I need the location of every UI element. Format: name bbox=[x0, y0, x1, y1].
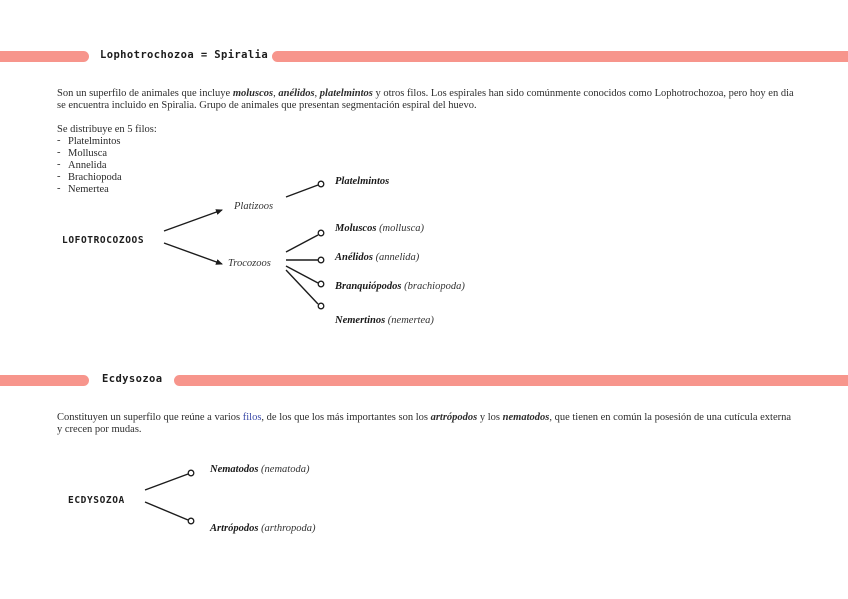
node-dot-moluscos bbox=[318, 230, 324, 236]
text-run: y otros filos. Los espirales han sido comúnmente conocidos como Lophotrochozoa, pero hoy en dia se encuentra incluido en Spiralia. Grupo de animales que presentan segmentación espiral del huevo. bbox=[57, 88, 794, 111]
text-run: , bbox=[273, 88, 279, 99]
edge-platizoos-platelmintos bbox=[286, 185, 318, 197]
node-dot-branquiopodos bbox=[318, 281, 324, 287]
node-trocozoos: Trocozoos bbox=[228, 258, 271, 269]
emphasis-term: platelmintos bbox=[319, 88, 373, 99]
distribution-label: Se distribuye en 5 filos: bbox=[57, 124, 157, 135]
section1-title: Lophotrochozoa = Spiralia bbox=[100, 49, 269, 61]
leaf-anelidos: Anélidos (annelida) bbox=[335, 252, 420, 263]
leaf-moluscos: Moluscos (mollusca) bbox=[335, 223, 424, 234]
filo-item: - Nemertea bbox=[57, 184, 122, 196]
section2-bar-left bbox=[0, 375, 89, 386]
emphasis-term: nematodos bbox=[502, 412, 550, 423]
emphasis-term: moluscos bbox=[232, 88, 274, 99]
edge-root-trocozoos bbox=[164, 243, 222, 264]
section2-title: Ecdysozoa bbox=[102, 373, 163, 385]
node-dot-nemertinos bbox=[318, 303, 324, 309]
node-dot-anelidos bbox=[318, 257, 324, 263]
leaf-branquiopodos: Branquiópodos (brachiopoda) bbox=[335, 281, 465, 292]
filo-item: - Annelida bbox=[57, 160, 122, 172]
node-dot-artropodos bbox=[188, 518, 194, 524]
leaf-artropodos: Artrópodos (arthropoda) bbox=[210, 523, 316, 534]
leaf-platelmintos: Platelmintos bbox=[335, 176, 390, 187]
node-dot-platelmintos bbox=[318, 181, 324, 187]
emphasis-term: anélidos bbox=[278, 88, 315, 99]
edge-ecdysozoa-nematodos bbox=[145, 474, 188, 490]
edge-root-platizoos bbox=[164, 210, 222, 231]
filos-link[interactable]: filos bbox=[242, 412, 262, 423]
tree-root-lofotrocozoos: LOFOTROCOZOOS bbox=[62, 235, 145, 246]
filo-item: - Brachiopoda bbox=[57, 172, 122, 184]
leaf-nematodos: Nematodos (nematoda) bbox=[210, 464, 310, 475]
tree-root-ecdysozoa: ECDYSOZOA bbox=[68, 495, 125, 506]
filo-item: - Mollusca bbox=[57, 148, 122, 160]
text-run: , que tienen en común la posesión de una cutícula externa y crecen por mudas. bbox=[57, 412, 792, 435]
text-run: , bbox=[314, 88, 320, 99]
node-platizoos: Platizoos bbox=[234, 201, 274, 212]
text-run: , de los que los más importantes son los bbox=[261, 412, 431, 423]
section2-bar-right bbox=[174, 375, 848, 386]
text-run: y los bbox=[477, 412, 503, 423]
node-dot-nematodos bbox=[188, 470, 194, 476]
edge-ecdysozoa-artropodos bbox=[145, 502, 188, 520]
text-run: Son un superfilo de animales que incluye bbox=[57, 88, 233, 99]
leaf-nemertinos: Nemertinos (nemertea) bbox=[335, 315, 434, 326]
filo-item: - Platelmintos bbox=[57, 136, 122, 148]
text-run: Constituyen un superfilo que reúne a varios bbox=[57, 412, 243, 423]
section2-intro bbox=[57, 412, 797, 436]
edge-trocozoos-moluscos bbox=[286, 235, 318, 252]
emphasis-term: artrópodos bbox=[430, 412, 478, 423]
